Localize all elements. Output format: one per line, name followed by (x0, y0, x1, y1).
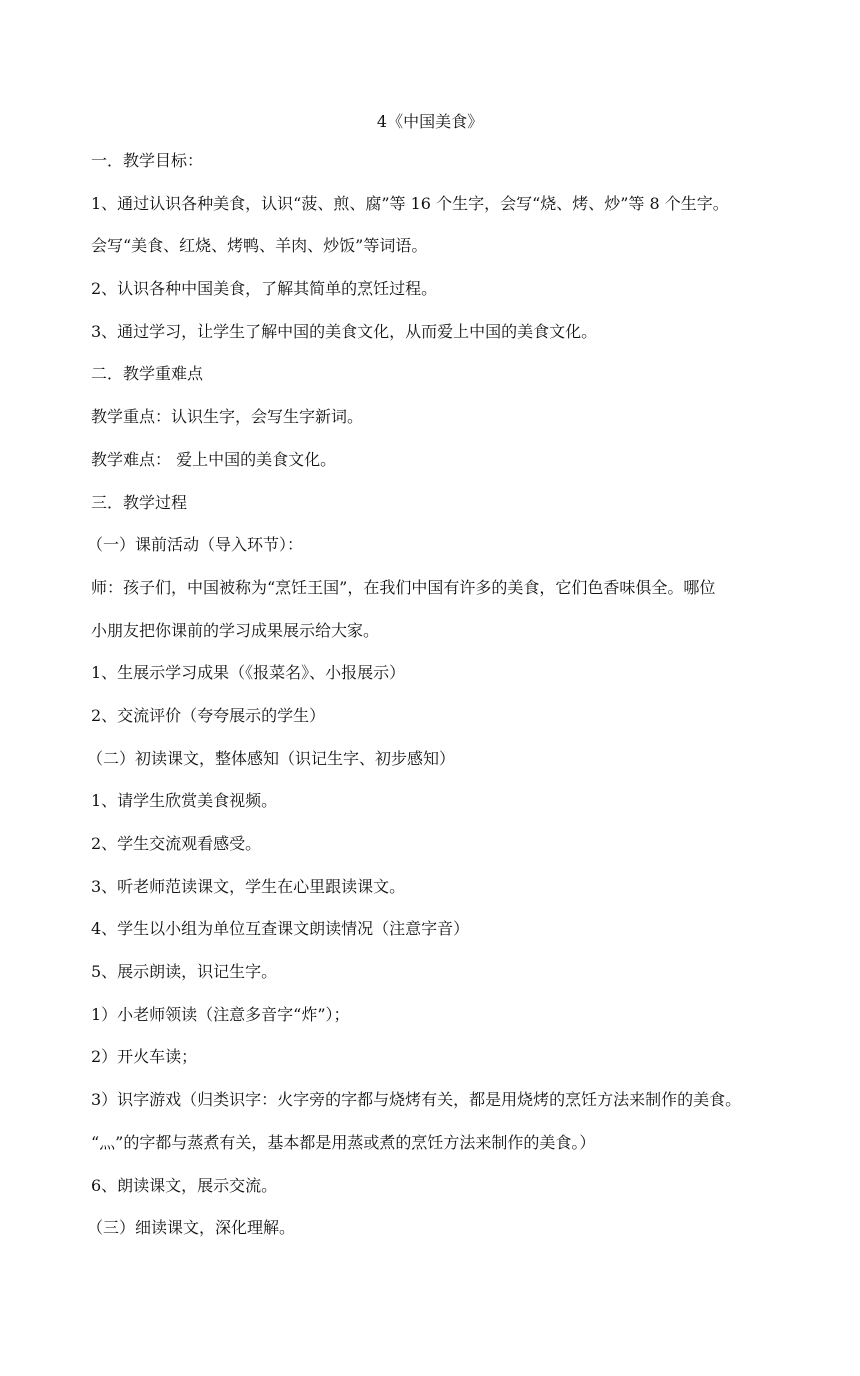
document-title: 4《中国美食》 (376, 112, 484, 131)
paragraph-line: 5、展示朗读，识记生字。 (91, 962, 278, 982)
paragraph-line: 教学难点： 爱上中国的美食文化。 (91, 449, 337, 469)
paragraph-line: 1、请学生欣赏美食视频。 (91, 791, 278, 811)
paragraph-line: 3）识字游戏（归类识字：火字旁的字都与烧烤有关，都是用烧烤的烹饪方法来制作的美食。 (91, 1090, 742, 1110)
paragraph-line: 会写“美食、红烧、烤鸭、羊肉、炒饭”等词语。 (91, 236, 428, 256)
paragraph-line: 师：孩子们，中国被称为“烹饪王国”，在我们中国有许多的美食，它们色香味俱全。哪位 (91, 577, 716, 597)
paragraph-line: 2、认识各种中国美食，了解其简单的烹饪过程。 (91, 279, 438, 299)
paragraph-line: 4、学生以小组为单位互查课文朗读情况（注意字音） (91, 919, 470, 939)
subsection-heading: （一）课前活动（导入环节）： (87, 535, 304, 555)
paragraph-line: 2、学生交流观看感受。 (91, 834, 262, 853)
document-body (87, 149, 781, 1259)
paragraph-line: 6、朗读课文，展示交流。 (91, 1175, 278, 1195)
paragraph-line: 1）小老师领读（注意多音字“炸”）； (91, 1004, 350, 1024)
section-heading-objectives: 一．教学目标： (91, 151, 204, 170)
paragraph-line: “灬”的字都与蒸煮有关，基本都是用蒸或煮的烹饪方法来制作的美食。） (91, 1132, 596, 1152)
section-heading-key-points: 二．教学重难点 (91, 364, 204, 384)
paragraph-line: 教学重点：认识生字，会写生字新词。 (91, 407, 364, 427)
paragraph-line: 2、交流评价（夸夸展示的学生） (91, 705, 326, 725)
section-heading-process: 三．教学过程 (91, 492, 188, 512)
subsection-heading: （三）细读课文，深化理解。 (87, 1218, 296, 1238)
paragraph-line: 小朋友把你课前的学习成果展示给大家。 (91, 620, 380, 640)
paragraph-line: 1、生展示学习成果（《报菜名》、小报展示） (91, 663, 406, 683)
subsection-heading: （二）初读课文，整体感知（识记生字、初步感知） (87, 748, 456, 768)
paragraph-line: 3、通过学习，让学生了解中国的美食文化，从而爱上中国的美食文化。 (91, 321, 598, 341)
paragraph-line: 3、听老师范读课文，学生在心里跟读课文。 (91, 876, 406, 896)
paragraph-line: 1、通过认识各种美食，认识“菠、煎、腐”等 16 个生字，会写“烧、烤、炒”等 8 个生字。 (91, 193, 729, 213)
paragraph-line: 2）开火车读； (91, 1047, 198, 1067)
